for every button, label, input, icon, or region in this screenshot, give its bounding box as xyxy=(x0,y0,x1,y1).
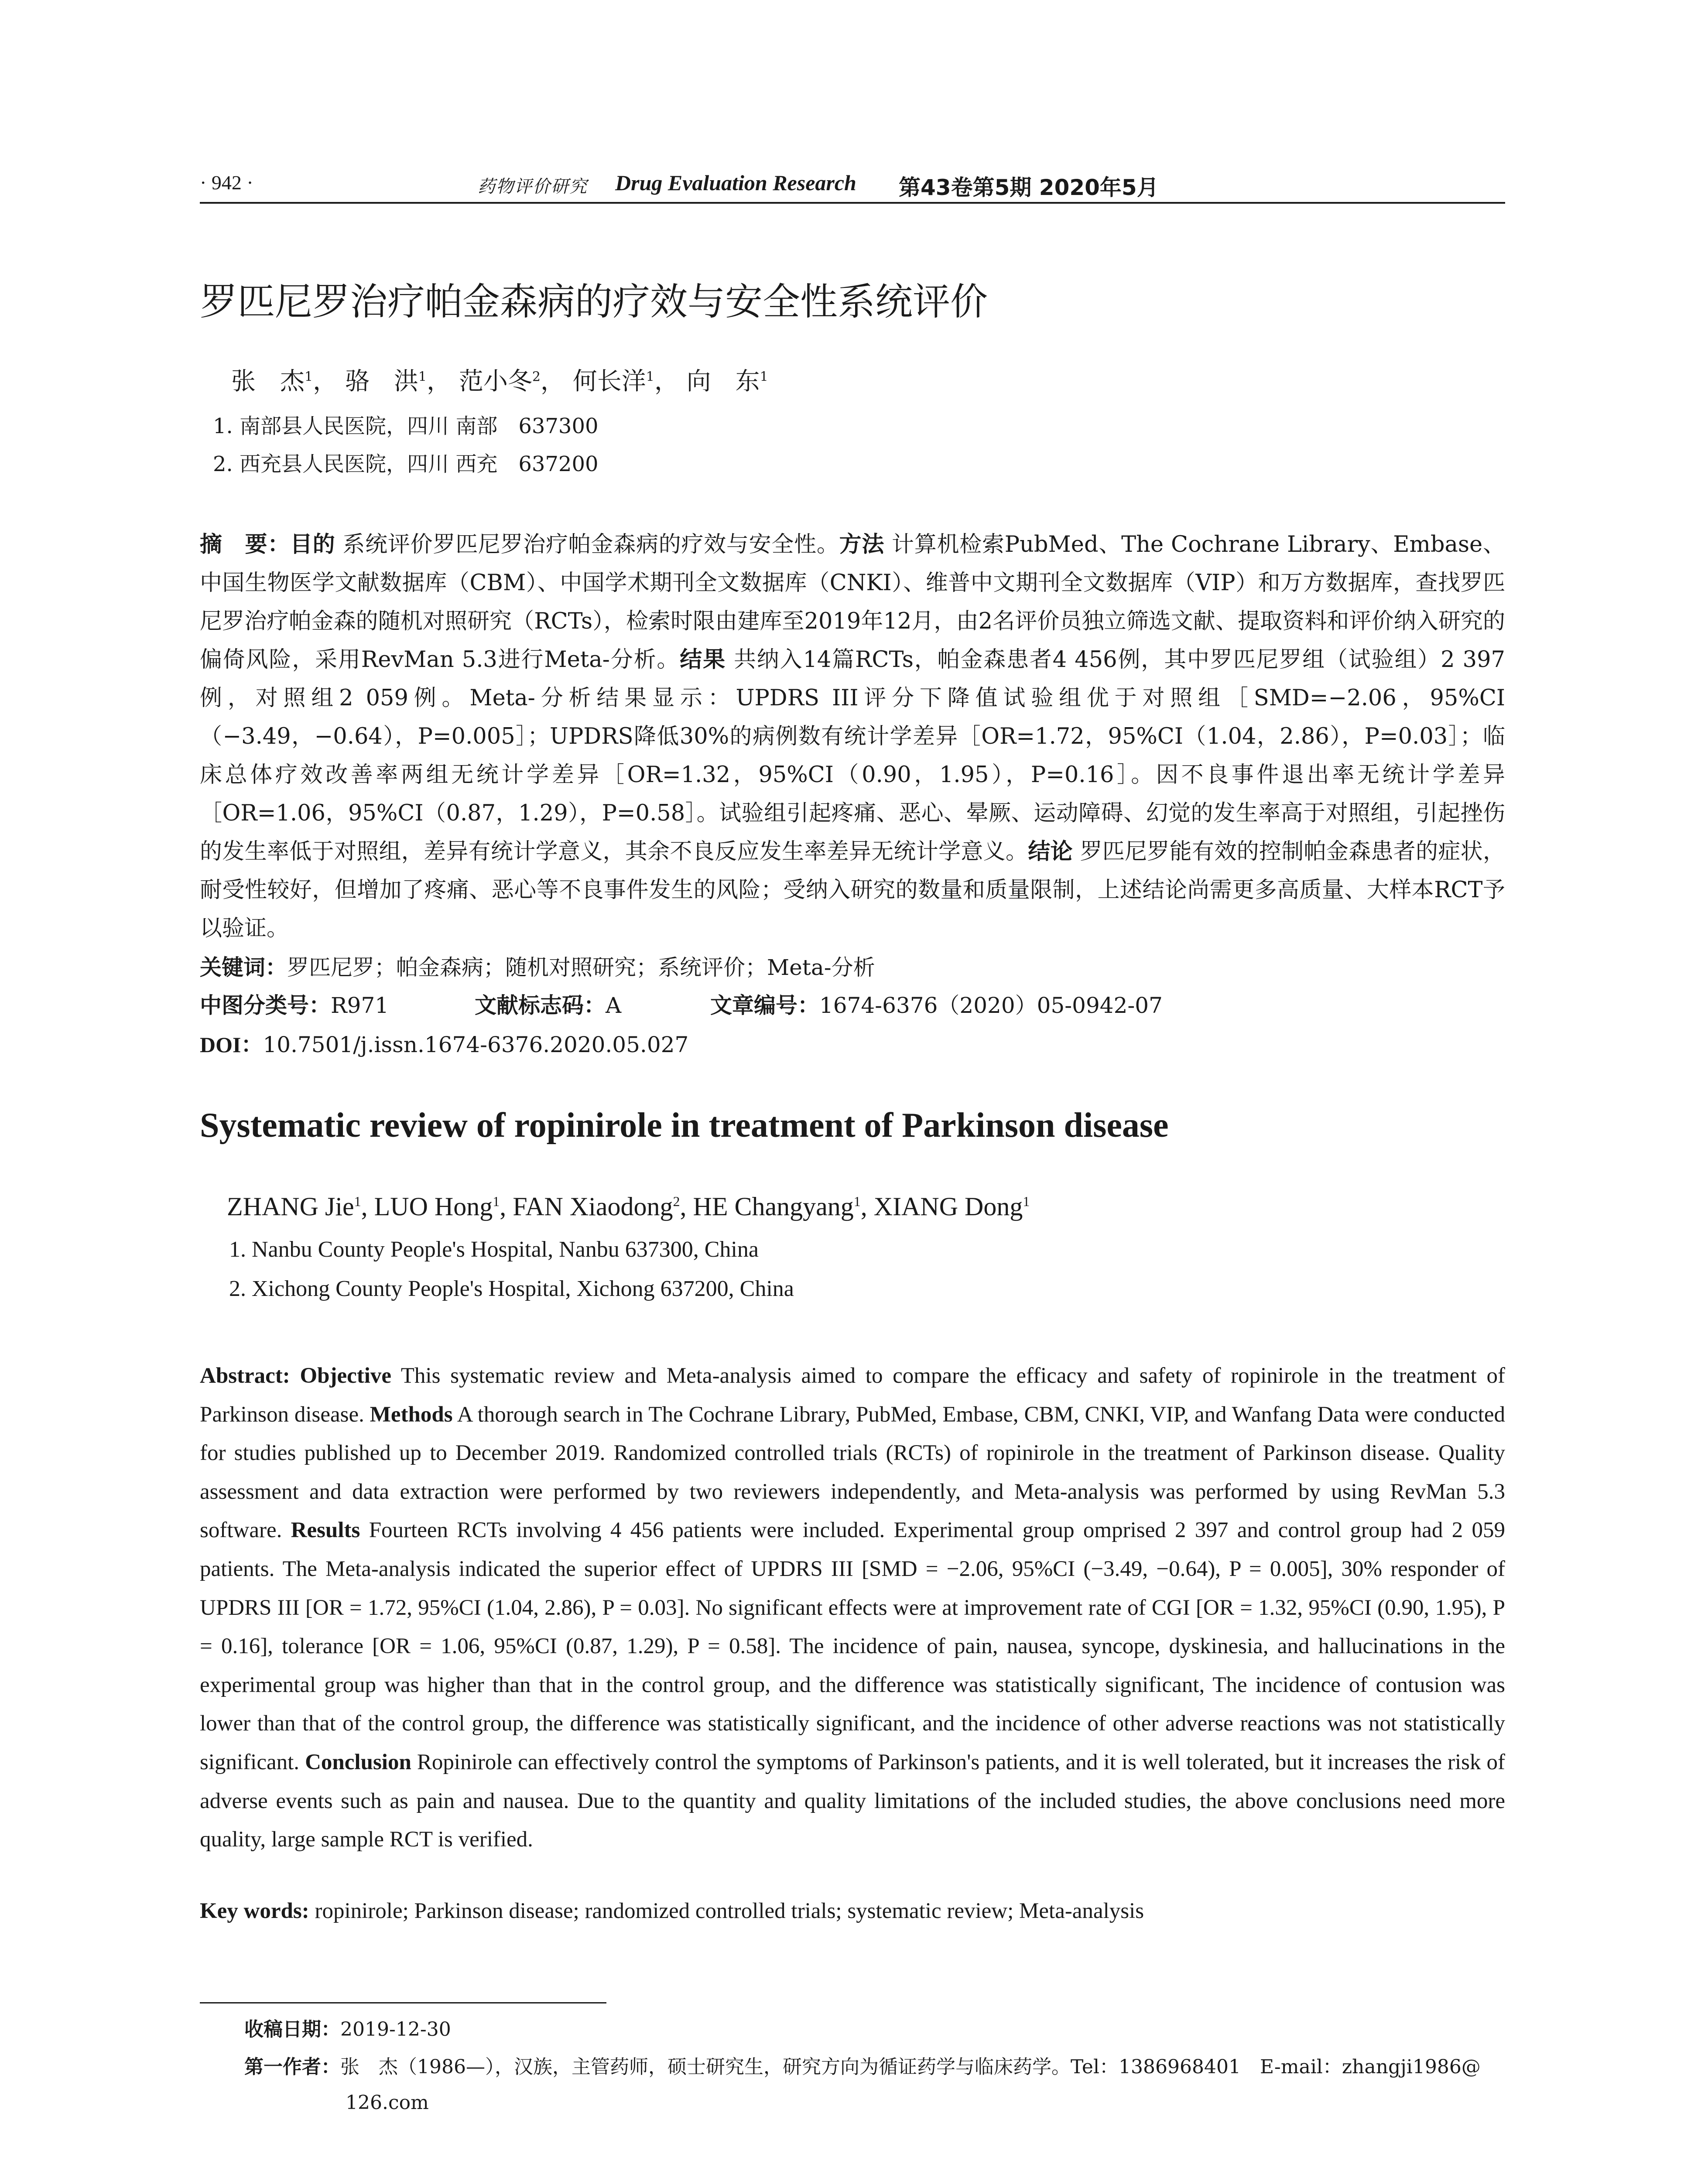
en-author: FAN Xiaodong xyxy=(513,1192,673,1221)
header-rule xyxy=(200,202,1505,204)
en-keywords-text: ropinirole; Parkinson disease; randomized controlled trials; systematic review; Meta-analysis xyxy=(315,1899,1144,1923)
en-conclusion-text: Ropinirole can effectively control the symptoms of Parkinson's patients, and it is well tolerated, but it increases the risk of adverse events such as pain and nausea. Due to the quantity and quality limitations of the included studies, the above conclusions need more quality, large sample RCT is verified. xyxy=(200,1750,1505,1852)
cn-keywords xyxy=(200,950,875,981)
doi-value: 10.7501/j.issn.1674-6376.2020.05.027 xyxy=(263,1032,689,1057)
en-objective-label: Objective xyxy=(300,1364,392,1388)
cn-conclusion-label: 结论 xyxy=(1028,839,1073,865)
cn-doc-code-value: A xyxy=(606,993,622,1018)
en-affiliation: 2. Xichong County People's Hospital, Xichong 637200, China xyxy=(229,1276,794,1301)
en-author-affiliation-mark: 1 xyxy=(853,1193,861,1209)
en-keywords xyxy=(200,1898,1144,1924)
cn-methods-text: 计算机检索PubMed、The Cochrane Library、Embase、中国生物医学文献数据库（CBM）、中国学术期刊全文数据库（CNKI）、维普中文期刊全文数据库（VIP）和万方数据库，查找罗匹尼罗治疗帕金森的随机对照研究（RCTs），检索时限由建库至2019年12月，由2名评价员独立筛选文献、提取资料和评价纳入研究的偏倚风险，采用RevMan 5.3进行Meta-分析。 xyxy=(200,532,1505,673)
cn-author-affiliation-mark: 1 xyxy=(646,369,654,385)
cn-author: 骆 洪 xyxy=(345,367,418,396)
en-author-affiliation-mark: 1 xyxy=(354,1193,361,1209)
cn-keywords-text: 罗匹尼罗；帕金森病；随机对照研究；系统评价；Meta-分析 xyxy=(287,955,875,980)
cn-author-affiliation-mark: 1 xyxy=(305,369,313,385)
cn-methods-label: 方法 xyxy=(839,532,885,557)
cn-author: 向 东 xyxy=(686,367,760,396)
en-author-affiliation-mark: 1 xyxy=(493,1193,500,1209)
cn-objective-label: 目的 xyxy=(290,532,335,557)
received-date xyxy=(244,2013,451,2041)
cn-author: 何长洋 xyxy=(572,367,646,396)
en-objective-text: This systematic review and Meta-analysis aimed to compare the efficacy and safety of ropinirole in the treatment of Parkinson disease. xyxy=(200,1364,1505,1427)
cn-article-no-value: 1674-6376（2020）05-0942-07 xyxy=(819,993,1163,1018)
en-abstract-label: Abstract: xyxy=(200,1364,290,1388)
en-affiliation: 1. Nanbu County People's Hospital, Nanbu 637300, China xyxy=(229,1237,759,1262)
cn-conclusion-text: 罗匹尼罗能有效的控制帕金森患者的症状，耐受性较好，但增加了疼痛、恶心等不良事件发生的风险；受纳入研究的数量和质量限制，上述结论尚需更多高质量、大样本RCT予以验证。 xyxy=(200,839,1505,941)
en-conclusion-label: Conclusion xyxy=(305,1750,411,1774)
cn-classification-row xyxy=(200,988,1163,1019)
cn-title: 罗匹尼罗治疗帕金森病的疗效与安全性系统评价 xyxy=(200,280,988,324)
page-number: · 942 · xyxy=(200,171,253,194)
cn-results-text: 共纳入14篇RCTs，帕金森患者4 456例，其中罗匹尼罗组（试验组）2 397例，对照组2 059例。Meta-分析结果显示：UPDRS III评分下降值试验组优于对照组［SMD=−2.06，95%CI（−3.49，−0.64），P=0.005］；UPDRS降低30%的病例数有统计学差异［OR=1.72，95%CI（1.04，2.86），P=0.03］；临床总体疗效改善率两组无统计学差异［OR=1.32，95%CI（0.90，1.95），P=0.16］。因不良事件退出率无统计学差异［OR=1.06，95%CI（0.87，1.29），P=0.58］。试验组引起疼痛、恶心、晕厥、运动障碍、幻觉的发生率高于对照组，引起挫伤的发生率低于对照组，差异有统计学意义，其余不良反应发生率差异无统计学意义。 xyxy=(200,647,1505,865)
cn-abstract-label: 摘 要： xyxy=(200,532,290,557)
en-methods-text: A thorough search in The Cochrane Library, PubMed, Embase, CBM, CNKI, VIP, and Wanfang Data were conducted for studies published up to December 2019. Randomized controlled trials (RCTs) of ropinirole in the treatment of Parkinson disease. Quality assessment and data extraction were performed by two reviewers independently, and Meta-analysis was performed by using RevMan 5.3 software. xyxy=(200,1402,1505,1543)
en-author-list: ZHANG Jie$^1$, LUO Hong$^1$, FAN Xiaodong$^2$, HE Changyang$^1$, XIANG Dong$^1$ xyxy=(227,1192,1030,1221)
cn-author: 范小冬 xyxy=(459,367,532,396)
en-author: LUO Hong xyxy=(374,1192,493,1221)
en-author-affiliation-mark: 2 xyxy=(673,1193,680,1209)
en-abstract xyxy=(200,1357,1505,1859)
journal-logo: 药物评价研究 xyxy=(478,177,588,197)
received-label: 收稿日期： xyxy=(244,2018,340,2041)
first-author-text-cont: 126.com xyxy=(346,2092,429,2114)
en-results-label: Results xyxy=(291,1518,360,1543)
cn-doi xyxy=(200,1027,688,1059)
cn-class-label: 中图分类号： xyxy=(200,993,331,1018)
cn-article-no-label: 文章编号： xyxy=(710,993,819,1018)
cn-affiliation: 2. 西充县人民医院，四川 西充 637200 xyxy=(213,452,599,476)
en-methods-label: Methods xyxy=(370,1402,453,1427)
en-author: ZHANG Jie xyxy=(227,1192,354,1221)
cn-doc-code-label: 文献标志码： xyxy=(475,993,606,1018)
cn-keywords-label: 关键词： xyxy=(200,955,287,980)
cn-abstract xyxy=(200,526,1505,948)
en-author: XIANG Dong xyxy=(873,1192,1023,1221)
cn-affiliation: 1. 南部县人民医院，四川 南部 637300 xyxy=(213,414,599,438)
cn-results-label: 结果 xyxy=(680,647,726,673)
journal-issue: 第43卷第5期 2020年5月 xyxy=(899,175,1159,200)
cn-objective-text: 系统评价罗匹尼罗治疗帕金森病的疗效与安全性。 xyxy=(342,532,839,557)
cn-author-affiliation-mark: 1 xyxy=(418,369,427,385)
en-author-affiliation-mark: 1 xyxy=(1023,1193,1030,1209)
doi-label: DOI： xyxy=(200,1032,263,1057)
cn-author-list: 张 杰$^1$， 骆 洪$^1$， 范小冬$^2$， 何长洋$^1$， 向 东$^1$ xyxy=(231,367,768,396)
en-keywords-label: Key words: xyxy=(200,1899,309,1923)
first-author-note xyxy=(244,2049,1505,2121)
en-author: HE Changyang xyxy=(693,1192,854,1221)
en-title: Systematic review of ropinirole in treatment of Parkinson disease xyxy=(200,1106,1169,1145)
cn-author: 张 杰 xyxy=(231,367,305,396)
en-results-text: Fourteen RCTs involving 4 456 patients were included. Experimental group omprised 2 397 and control group had 2 059 patients. The Meta-analysis indicated the superior effect of UPDRS III [SMD = −2.06, 95%CI (−3.49, −0.64), P = 0.005], 30% responder of UPDRS III [OR = 1.72, 95%CI (1.04, 2.86), P = 0.03]. No significant effects were at improvement rate of CGI [OR = 1.32, 95%CI (0.90, 1.95), P = 0.16], tolerance [OR = 1.06, 95%CI (0.87, 1.29), P = 0.58]. The incidence of pain, nausea, syncope, dyskinesia, and hallucinations in the experimental group was higher than that in the control group, and the difference was statistically significant, The incidence of contusion was lower than that of the control group, the difference was statistically significant, and the incidence of other adverse reactions was not statistically significant. xyxy=(200,1518,1506,1774)
received-value: 2019-12-30 xyxy=(340,2018,451,2041)
first-author-text: 张 杰（1986—），汉族，主管药师，硕士研究生，研究方向为循证药学与临床药学。Tel：1386968401 E-mail：zhangji1986@ xyxy=(340,2056,1481,2078)
cn-class-value: R971 xyxy=(331,993,389,1018)
cn-author-affiliation-mark: 2 xyxy=(532,369,541,385)
footnote-rule xyxy=(200,2002,606,2003)
cn-author-affiliation-mark: 1 xyxy=(760,369,768,385)
journal-name: Drug Evaluation Research xyxy=(615,171,856,195)
first-author-label: 第一作者： xyxy=(244,2056,340,2078)
